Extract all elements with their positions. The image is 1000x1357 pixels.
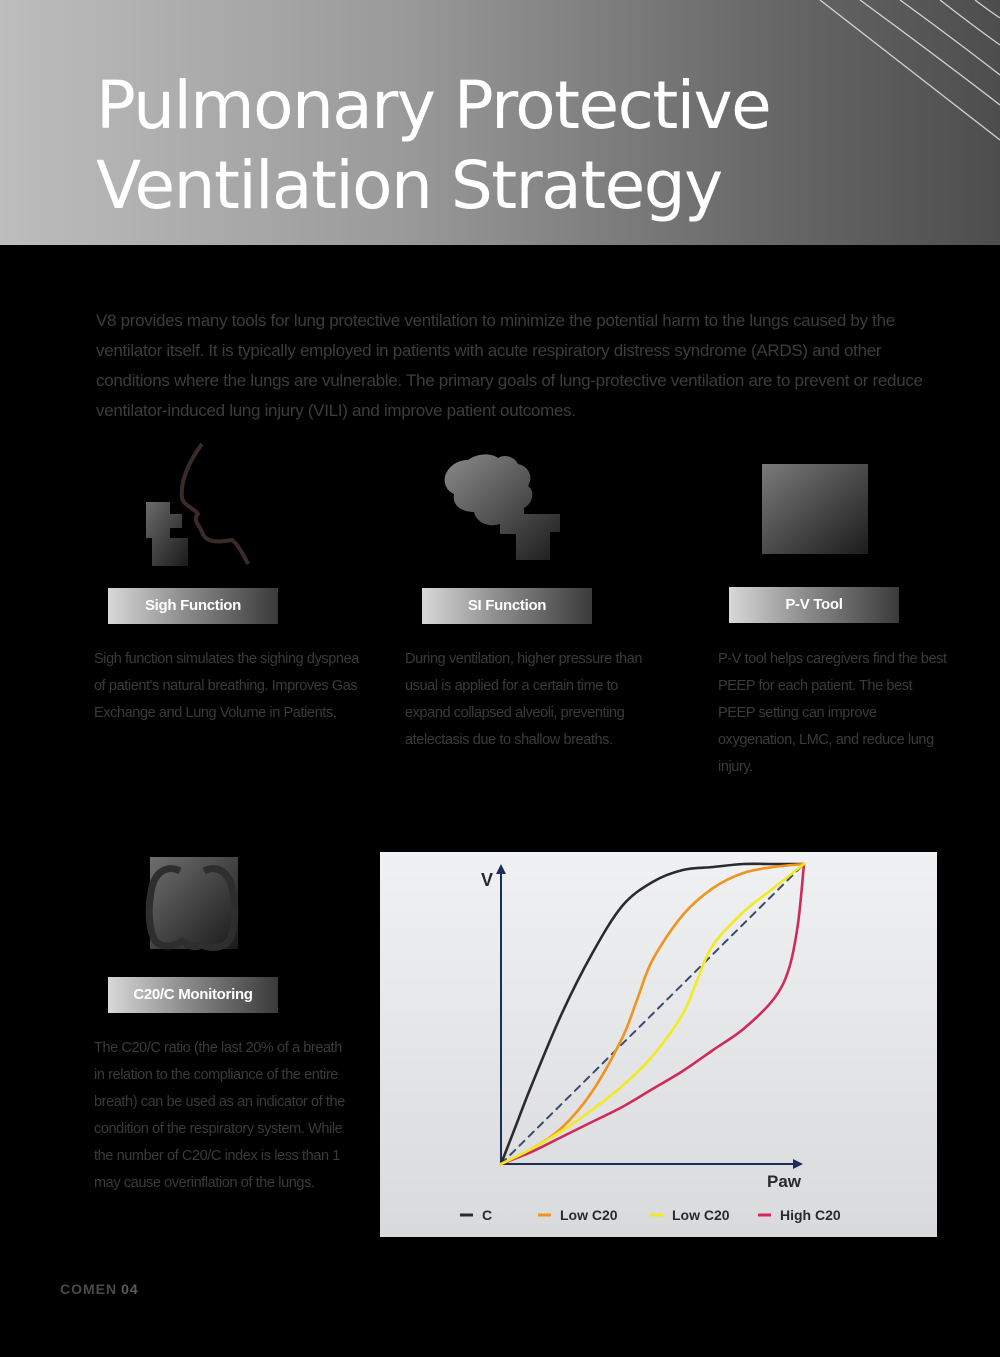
legend-high-c20-label: High C20 <box>780 1207 841 1223</box>
x-axis-label: Paw <box>767 1172 802 1191</box>
si-function-label: SI Function <box>422 588 592 624</box>
c20c-monitoring-label: C20/C Monitoring <box>108 977 278 1013</box>
pv-tool-label: P-V Tool <box>729 587 899 623</box>
pv-curve-chart <box>380 852 937 1237</box>
c20c-monitoring-desc: The C20/C ratio (the last 20% of a breath in relation to the compliance of the entire breath) can be used as an indicator of the condition of the respiratory system. While the number of C20/C index is less than 1 may cause overinflation of the lungs. <box>94 1040 345 1191</box>
brand-logo: COMEN <box>60 1281 118 1297</box>
lungs-icon <box>138 857 250 953</box>
pv-curve-chart-svg <box>380 852 937 1237</box>
si-function-desc: During ventilation, higher pressure than usual is applied for a certain time to expand collapsed alveoli, preventing atelectasis due to shallow breaths. <box>405 651 643 748</box>
y-axis-label: V <box>481 870 494 890</box>
sigh-function-desc: Sigh function simulates the sighing dyspnea of patient's natural breathing. Improves Gas Exchange and Lung Volume in Patients. <box>94 651 359 721</box>
legend-c-label: C <box>482 1207 493 1223</box>
page-title <box>96 66 856 226</box>
pv-tool-icon <box>762 464 868 554</box>
breathing-face-icon <box>140 440 255 570</box>
legend-low-c20-orange-label: Low C20 <box>560 1207 618 1223</box>
pv-tool-desc: P-V tool helps caregivers find the best PEEP for each patient. The best PEEP setting can improve oxygenation, LMC, and reduce lung injury. <box>718 651 947 775</box>
x-axis-arrow <box>793 1159 803 1169</box>
page-number: 04 <box>121 1281 139 1297</box>
page-footer <box>60 1281 139 1297</box>
y-axis-arrow <box>496 864 506 874</box>
alveoli-icon <box>440 452 565 564</box>
intro-paragraph: V8 provides many tools for lung protective ventilation to minimize the potential harm to the lungs caused by the ventilator itself. It is typically employed in patients with acute respiratory distress syndrome (ARDS) and other conditions where the lungs are vulnerable. The primary goals of lung-protective ventilation are to prevent or reduce ventilator-induced lung injury (VILI) and improve patient outcomes. <box>96 311 923 420</box>
legend-low-c20-yellow-label: Low C20 <box>672 1207 730 1223</box>
title-line-1: Pulmonary Protective <box>96 67 771 144</box>
sigh-function-label: Sigh Function <box>108 588 278 624</box>
header-banner <box>0 0 1000 245</box>
title-line-2: Ventilation Strategy <box>96 147 722 224</box>
